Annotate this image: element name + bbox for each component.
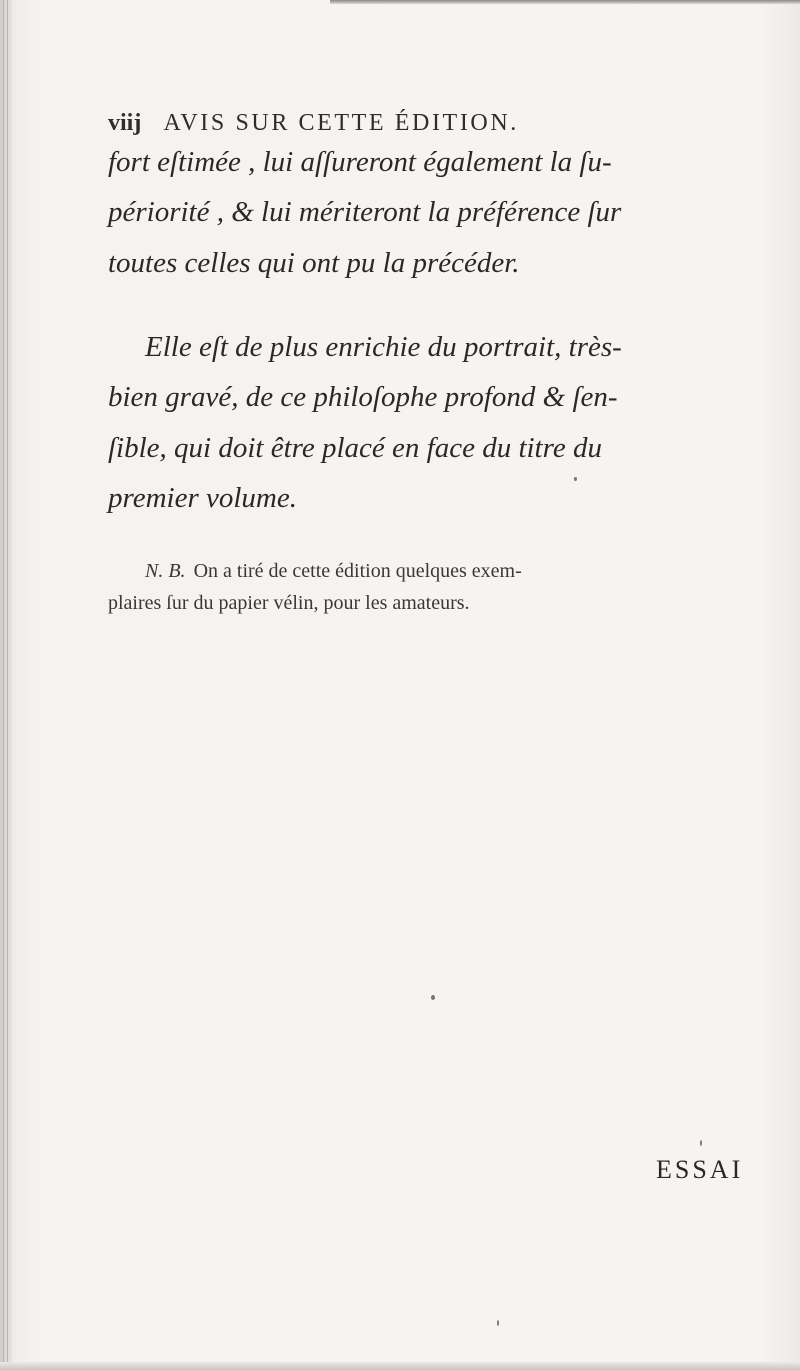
text-line: premier volume. <box>108 482 297 514</box>
binding-edge <box>0 0 12 1370</box>
paragraph-first-line: Elle eſt de plus enrichie du portrait, très- <box>145 331 622 363</box>
page-number: viij <box>108 110 142 136</box>
note-first-line <box>145 560 522 583</box>
binding-line <box>3 0 4 1370</box>
text-line: bien gravé, de ce philoſophe profond & ſen- <box>108 381 618 413</box>
paper-speck <box>497 1320 499 1326</box>
text-line: fort eſtimée , lui aſſureront également la ſu- <box>108 146 612 178</box>
note-second-line: plaires ſur du papier vélin, pour les amateurs. <box>108 592 470 614</box>
text-line: périorité , & lui mériteront la préférence ſur <box>108 196 622 228</box>
catchword: ESSAI <box>656 1155 744 1184</box>
paper-speck <box>574 477 577 481</box>
paper-speck <box>700 1140 702 1146</box>
text-line: toutes celles qui ont pu la précéder. <box>108 247 520 279</box>
page-bottom-edge <box>0 1362 800 1370</box>
running-head <box>108 110 708 137</box>
paper-speck <box>431 995 435 1000</box>
text-line: ſible, qui doit être placé en face du titre du <box>108 432 602 464</box>
page-top-edge <box>330 0 800 4</box>
note-text: On a tiré de cette édition quelques exem- <box>193 560 522 582</box>
running-title: AVIS SUR CETTE ÉDITION. <box>163 110 519 136</box>
binding-line <box>7 0 8 1370</box>
nota-bene-marker: N. B. <box>145 560 186 582</box>
